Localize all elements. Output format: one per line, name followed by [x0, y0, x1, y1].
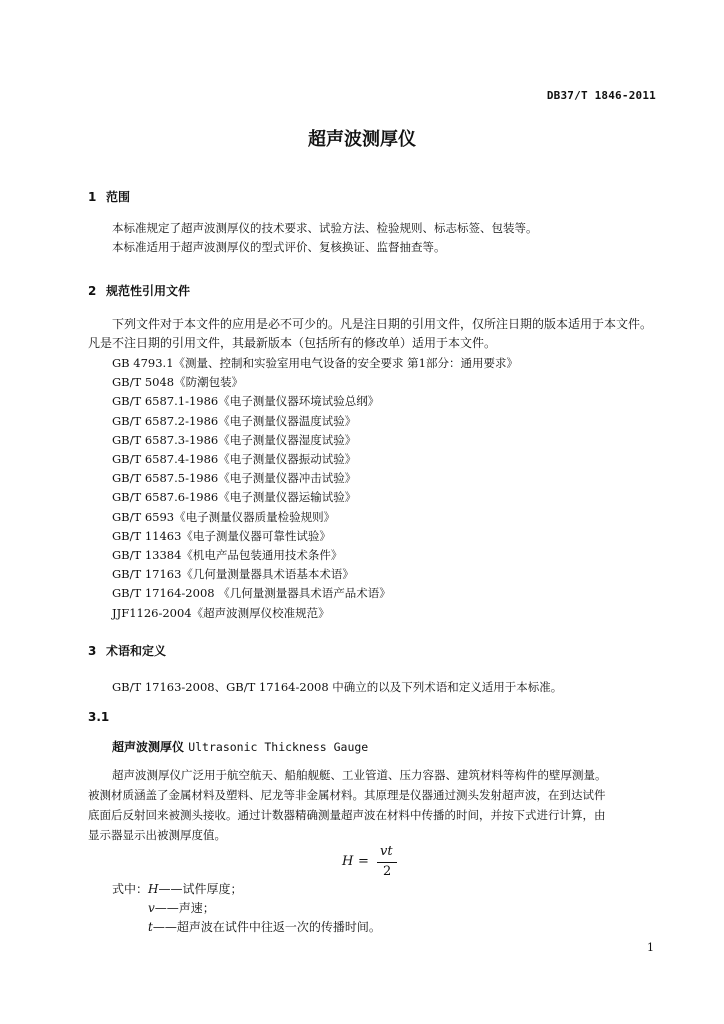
- reference-item: GB/T 6587.5-1986《电子测量仪器冲击试验》: [112, 471, 357, 486]
- fraction-bar: [377, 862, 397, 863]
- section-title: 范围: [106, 190, 131, 204]
- section-3-heading: [88, 642, 166, 659]
- term-english: Ultrasonic Thickness Gauge: [188, 740, 369, 754]
- term-paragraph-line: 显示器显示出被测厚度值。: [88, 828, 226, 842]
- section-number: 3: [88, 644, 97, 658]
- reference-item: GB/T 6587.6-1986《电子测量仪器运输试验》: [112, 490, 357, 505]
- reference-item: GB/T 6593《电子测量仪器质量检验规则》: [112, 509, 336, 524]
- section-title: 规范性引用文件: [106, 284, 191, 298]
- term-entry: [112, 738, 368, 755]
- section-1-paragraph: 本标准规定了超声波测厚仪的技术要求、试验方法、检验规则、标志标签、包装等。: [112, 221, 538, 235]
- reference-item: GB 4793.1《测量、控制和实验室用电气设备的安全要求 第1部分：通用要求》: [112, 356, 519, 370]
- reference-item: GB/T 6587.1-1986《电子测量仪器环境试验总纲》: [112, 394, 380, 409]
- reference-item: GB/T 5048《防潮包装》: [112, 375, 244, 390]
- section-2-intro: 下列文件对于本文件的应用是必不可少的。凡是注日期的引用文件，仅所注日期的版本适用于本文件。凡是不注日期的引用文件，其最新版本（包括所有的修改单）适用于本文件。: [88, 317, 653, 350]
- variable-symbol: t: [148, 920, 153, 934]
- page-number: 1: [647, 941, 654, 954]
- variable-description: ——声速；: [154, 901, 215, 915]
- reference-item: GB/T 13384《机电产品包装通用技术条件》: [112, 548, 343, 562]
- formula-equals: =: [358, 854, 369, 869]
- where-label: 式中：: [112, 882, 149, 896]
- thickness-formula: [342, 844, 402, 888]
- subsection-number: 3.1: [88, 710, 110, 724]
- section-number: 1: [88, 190, 97, 204]
- term-paragraph-line: 被测材质涵盖了金属材料及塑料、尼龙等非金属材料。其原理是仪器通过测头发射超声波，在到达试件: [88, 788, 606, 802]
- term-chinese: 超声波测厚仪: [112, 740, 185, 754]
- variable-definition: [148, 880, 242, 897]
- formula-denominator: 2: [383, 864, 392, 879]
- reference-item: GB/T 6587.3-1986《电子测量仪器湿度试验》: [112, 432, 357, 447]
- term-paragraph-line: 超声波测厚仪广泛用于航空航天、船舶舰艇、工业管道、压力容器、建筑材料等构件的壁厚测量。: [112, 768, 607, 782]
- variable-description: ——试件厚度；: [158, 882, 243, 896]
- section-2-heading: [88, 282, 190, 299]
- variable-symbol: H: [148, 882, 159, 896]
- standard-code: DB37/T 1846-2011: [546, 89, 656, 102]
- variable-symbol: v: [148, 901, 155, 915]
- section-title: 术语和定义: [106, 644, 167, 658]
- reference-item: GB/T 11463《电子测量仪器可靠性试验》: [112, 528, 331, 543]
- section-number: 2: [88, 284, 97, 298]
- section-1-paragraph: 本标准适用于超声波测厚仪的型式评价、复核换证、监督抽查等。: [112, 240, 446, 254]
- term-paragraph-line: 底面后反射回来被测头接收。通过计数器精确测量超声波在材料中传播的时间，并按下式进行计算，由: [88, 808, 606, 822]
- variable-definition: [148, 918, 381, 935]
- reference-item: JJF1126-2004《超声波测厚仪校准规范》: [112, 605, 330, 620]
- variable-description: ——超声波在试件中往返一次的传播时间。: [152, 920, 381, 934]
- reference-item: GB/T 6587.4-1986《电子测量仪器振动试验》: [112, 452, 357, 466]
- reference-item: GB/T 17163《几何量测量器具术语基本术语》: [112, 567, 354, 582]
- formula-numerator: vt: [380, 844, 393, 859]
- variable-definition: [148, 899, 215, 916]
- reference-item: GB/T 6587.2-1986《电子测量仪器温度试验》: [112, 413, 357, 428]
- section-3-intro: GB/T 17163-2008、GB/T 17164-2008 中确立的以及下列术语和定义适用于本标准。: [112, 680, 563, 694]
- reference-item: GB/T 17164-2008 《几何量测量器具术语产品术语》: [112, 586, 391, 601]
- formula-lhs: H: [342, 854, 354, 869]
- section-1-heading: [88, 188, 130, 205]
- document-title: 超声波测厚仪: [308, 129, 416, 150]
